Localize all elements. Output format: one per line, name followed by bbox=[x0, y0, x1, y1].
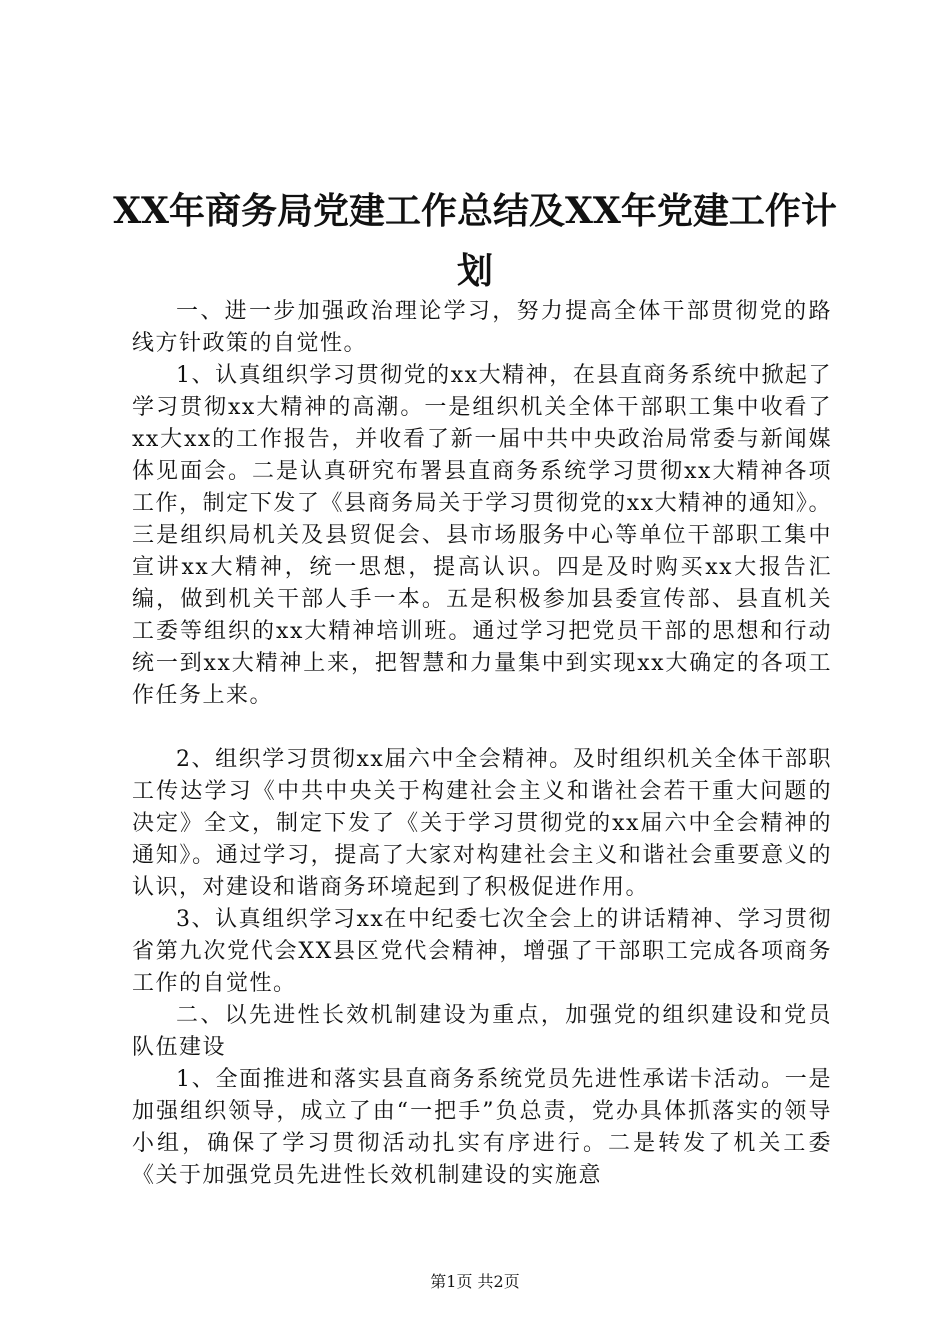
section-heading-1: 一、进一步加强政治理论学习，努力提高全体干部贯彻党的路线方针政策的自觉性。 bbox=[132, 299, 832, 356]
document-body bbox=[132, 296, 832, 1192]
section-heading-2: 二、以先进性长效机制建设为重点，加强党的组织建设和党员队伍建设 bbox=[132, 1003, 832, 1060]
page-footer: 第1页 共2页 bbox=[430, 1272, 520, 1291]
paragraph-2-1: 1、全面推进和落实县直商务系统党员先进性承诺卡活动。一是加强组织领导，成立了由“一把手”负总责，党办具体抓落实的领导小组，确保了学习贯彻活动扎实有序进行。二是转发了机关工委《关于加强党员先进性长效机制建设的实施意 bbox=[132, 1067, 832, 1188]
document-title: XX年商务局党建工作总结及XX年党建工作计 bbox=[113, 190, 837, 232]
paragraph-1-2: 2、组织学习贯彻xx届六中全会精神。及时组织机关全体干部职工传达学习《中共中央关于构建社会主义和谐社会若干重大问题的决定》全文，制定下发了《关于学习贯彻党的xx届六中全会精神的通知》。通过学习，提高了大家对构建社会主义和谐社会重要意义的认识，对建设和谐商务环境起到了积极促进作用。 bbox=[132, 747, 832, 900]
paragraph-1-3: 3、认真组织学习xx在中纪委七次全会上的讲话精神、学习贯彻省第九次党代会XX县区党代会精神，增强了干部职工完成各项商务工作的自觉性。 bbox=[132, 907, 832, 996]
document-title-continued: 划 bbox=[456, 250, 493, 292]
paragraph-1-1: 1、认真组织学习贯彻党的xx大精神，在县直商务系统中掀起了学习贯彻xx大精神的高潮。一是组织机关全体干部职工集中收看了xx大xx的工作报告，并收看了新一届中共中央政治局常委与新闻媒体见面会。二是认真研究布署县直商务系统学习贯彻xx大精神各项工作，制定下发了《县商务局关于学习贯彻党的xx大精神的通知》。三是组织局机关及县贸促会、县市场服务中心等单位干部职工集中宣讲xx大精神，统一思想，提高认识。四是及时购买xx大报告汇编，做到机关干部人手一本。五是积极参加县委宣传部、县直机关工委等组织的xx大精神培训班。通过学习把党员干部的思想和行动统一到xx大精神上来，把智慧和力量集中到实现xx大确定的各项工作任务上来。 bbox=[132, 363, 832, 708]
